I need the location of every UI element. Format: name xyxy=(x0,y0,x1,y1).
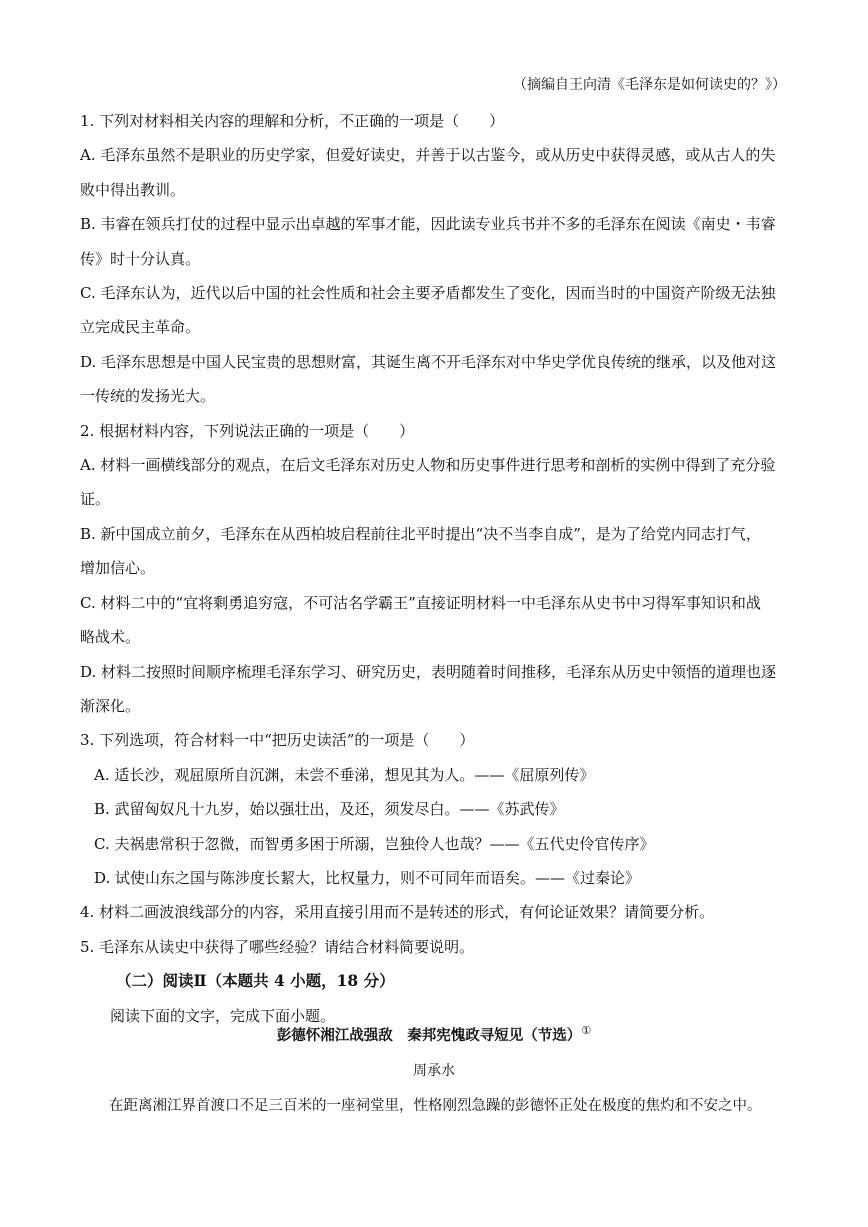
article-title-text: 彭德怀湘江战强敌 秦邦宪愧政寻短见（节选） xyxy=(276,1027,582,1044)
question-3-option-a: A. 适长沙，观屈原所自沉渊，未尝不垂涕，想见其为人。——《屈原列传》 xyxy=(94,765,595,784)
footnote-mark: ① xyxy=(581,1024,592,1038)
question-2-option-c-cont: 略战术。 xyxy=(80,628,141,647)
article-title xyxy=(0,1024,868,1045)
question-1-stem: 1. 下列对材料相关内容的理解和分析，不正确的一项是（ ） xyxy=(80,112,505,130)
question-1-option-d: D. 毛泽东思想是中国人民宝贵的思想财富，其诞生离不开毛泽东对中华史学优良传统的继承，以及他对这 xyxy=(80,352,777,371)
question-1-option-b: B. 韦睿在领兵打仗的过程中显示出卓越的军事才能，因此读专业兵书并不多的毛泽东在阅读《南史・韦睿 xyxy=(80,215,776,234)
question-1-option-b-cont: 传》时十分认真。 xyxy=(80,249,201,268)
question-2-option-c: C. 材料二中的“宜将剩勇追穷寇，不可沽名学霸王”直接证明材料一中毛泽东从史书中习得军事知识和战 xyxy=(80,593,761,612)
question-3-option-d: D. 试使山东之国与陈涉度长絜大，比权量力，则不可同年而语矣。——《过秦论》 xyxy=(94,868,641,887)
question-2-option-b-cont: 增加信心。 xyxy=(80,559,156,578)
question-1-option-c: C. 毛泽东认为，近代以后中国的社会性质和社会主要矛盾都发生了变化，因而当时的中国资产阶级无法独 xyxy=(80,284,776,303)
article-author: 周承水 xyxy=(413,1063,455,1079)
question-5: 5. 毛泽东从读史中获得了哪些经验？请结合材料简要说明。 xyxy=(80,937,475,956)
question-2-option-b: B. 新中国成立前夕，毛泽东在从西柏坡启程前往北平时提出“决不当李自成”，是为了给党内同志打气， xyxy=(80,524,761,543)
question-4: 4. 材料二画波浪线部分的内容，采用直接引用而不是转述的形式，有何论证效果？请简要分析。 xyxy=(80,903,715,922)
question-2-stem: 2. 根据材料内容，下列说法正确的一项是（ ） xyxy=(80,421,415,440)
section-heading: （二）阅读Ⅱ（本题共 4 小题，18 分） xyxy=(116,971,395,991)
question-2-option-a: A. 材料一画横线部分的观点，在后文毛泽东对历史人物和历史事件进行思考和剖析的实例中得到了充分验 xyxy=(80,456,776,475)
source-citation: （摘编自王向清《毛泽东是如何读史的？》） xyxy=(513,77,786,93)
reading-instruction: 阅读下面的文字，完成下面小题。 xyxy=(110,1006,336,1025)
questions-body xyxy=(80,104,788,1033)
question-2-option-d-cont: 渐深化。 xyxy=(80,696,141,715)
question-1-option-d-cont: 一传统的发扬光大。 xyxy=(80,387,216,406)
question-3-stem: 3. 下列选项，符合材料一中“把历史读活”的一项是（ ） xyxy=(80,731,475,750)
article-lead-sentence: 在距离湘江界首渡口不足三百米的一座祠堂里，性格刚烈急躁的彭德怀正处在极度的焦灼和不安之中。 xyxy=(109,1098,762,1114)
question-3-option-b: B. 武留匈奴凡十九岁，始以强壮出，及还，须发尽白。——《苏武传》 xyxy=(94,800,565,819)
question-2-option-a-cont: 证。 xyxy=(80,490,111,509)
question-3-option-c: C. 夫祸患常积于忽微，而智勇多困于所溺，岂独伶人也哉？——《五代史伶官传序》 xyxy=(94,834,655,853)
question-2-option-d: D. 材料二按照时间顺序梳理毛泽东学习、研究历史，表明随着时间推移，毛泽东从历史中领悟的道理也逐 xyxy=(80,662,777,681)
question-1-option-a: A. 毛泽东虽然不是职业的历史学家，但爱好读史，并善于以古鉴今，或从历史中获得灵感，或从古人的失 xyxy=(80,146,776,165)
question-1-option-a-cont: 败中得出教训。 xyxy=(80,180,186,199)
question-1-option-c-cont: 立完成民主革命。 xyxy=(80,318,201,337)
